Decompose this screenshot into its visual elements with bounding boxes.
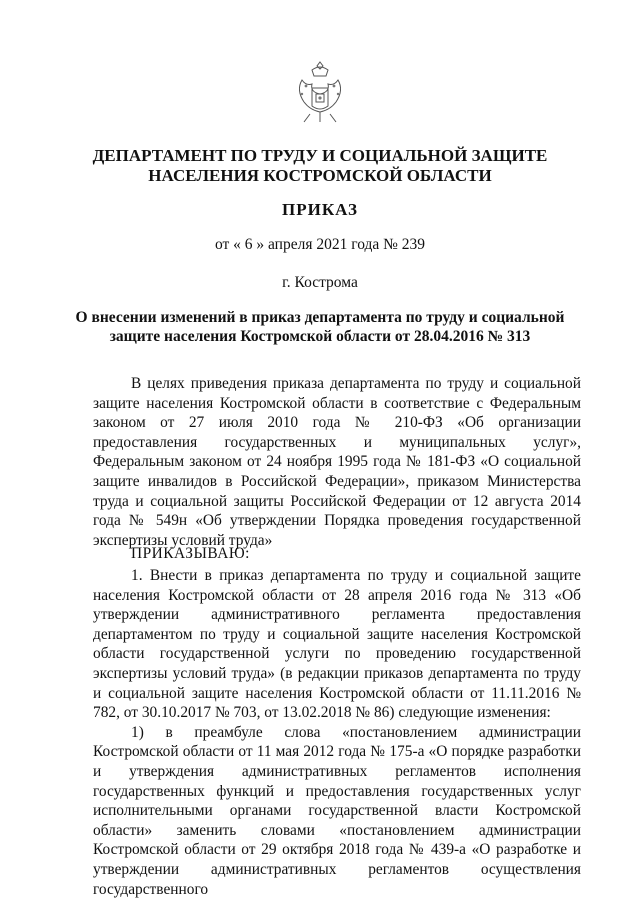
order-subject: О внесении изменений в приказ департамента по труду и социальной защите населения Костромской области от 28.04.2016 № 313	[75, 309, 565, 345]
preamble-paragraph: В целях приведения приказа департамента по труду и социальной защите населения Костромской области в соответствие с Федеральным законом от 27 июля 2010 года № 210-ФЗ «Об организации предоставления государственных и муниципальных услуг», Федеральным законом от 24 ноября 1995 года № 181-ФЗ «О социальной защите инвалидов в Российской Федерации», приказом Министерства труда и социальной защиты Российской Федерации от 12 августа 2014 года № 549н «Об утверждении Порядка проведения государственной экспертизы условий труда»	[93, 375, 581, 549]
order-word: ПРИКАЗЫВАЮ:	[131, 545, 250, 562]
preamble	[93, 374, 581, 550]
order-date-number: от « 6 » апреля 2021 года № 239	[214, 236, 426, 253]
order-items	[93, 566, 581, 899]
document-type: ПРИКАЗ	[282, 200, 358, 219]
city: г. Кострома	[282, 274, 358, 291]
coat-of-arms-icon	[292, 58, 348, 126]
item-1: 1. Внести в приказ департамента по труду и социальной защите населения Костромской области от 28 апреля 2016 года № 313 «Об утверждении административного регламента предоставления департаментом по труду и социальной защите населения Костромской области государственной услуги по проведению государственной экспертизы условий труда» (в редакции приказов департамента по труду и социальной защите населения Костромской области от 11.11.2016 № 782, от 30.10.2017 № 703, от 13.02.2018 № 86) следующие изменения:	[93, 567, 581, 722]
item-1-1: 1) в преамбуле слова «постановлением администрации Костромской области от 11 мая 2012 года № 175-а «О порядке разработки и утверждения административных регламентов исполнения государственных функций и предоставления государственных услуг исполнительными органами государственной власти Костромской области» заменить словами «постановлением администрации Костромской области от 29 октября 2018 года № 439-а «О разработке и утверждении административных регламентов осуществления государственного	[93, 723, 581, 898]
department-name: ДЕПАРТАМЕНТ ПО ТРУДУ И СОЦИАЛЬНОЙ ЗАЩИТЕ НАСЕЛЕНИЯ КОСТРОМСКОЙ ОБЛАСТИ	[92, 146, 548, 185]
